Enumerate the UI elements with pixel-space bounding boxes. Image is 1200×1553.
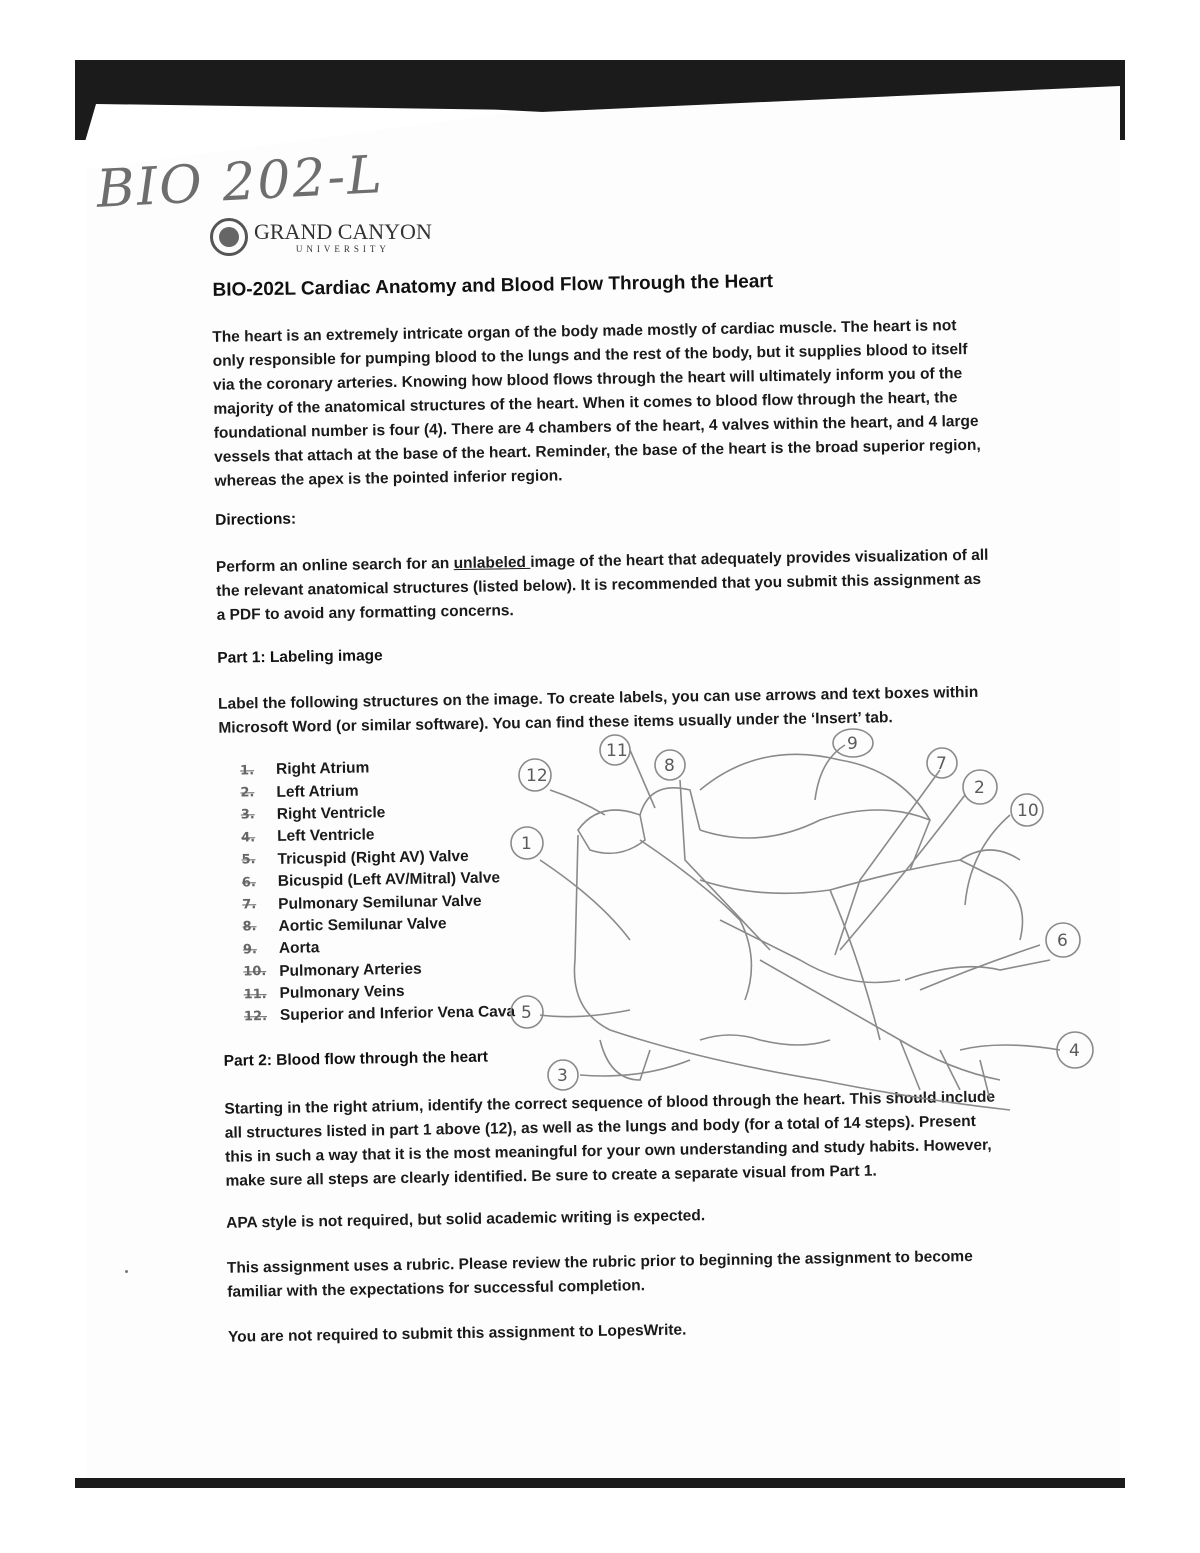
logo-name: GRAND CANYON [254,218,432,244]
directions-paragraph: Perform an online search for an unlabeled image of the heart that adequately provides visualization of all the relevant anatomical structures (listed below). It is recommended that you submit this assignment as a PDF to avoid any formatting concerns. [215,546,989,624]
part1-paragraph: Label the following structures on the image. To create labels, you can use arrows and text boxes within Microsoft Word (or similar software). You can find these items usually under the ‘Insert’ tab. [217,683,979,737]
sketch-label: 7 [936,754,947,774]
sketch-label: 11 [606,741,628,761]
list-item: 5. Tricuspid (Right AV) Valve [241,847,469,868]
lopeswrite-note: You are not required to submit this assignment to LopesWrite. [227,1321,687,1346]
sketch-label: 1 [521,834,532,854]
list-item: 12. Superior and Inferior Vena Cava [243,1003,516,1025]
list-item: 2. Left Atrium [240,782,359,801]
list-item: 10. Pulmonary Arteries [243,960,422,980]
sketch-label: 2 [974,778,985,798]
sketch-label: 12 [526,766,548,786]
page-title: BIO-202L Cardiac Anatomy and Blood Flow Through the Heart [212,271,774,301]
sketch-label: 6 [1057,931,1068,951]
sketch-label: 5 [521,1003,532,1023]
part2-paragraph: Starting in the right atrium, identify the correct sequence of blood through the heart. This should include all structures listed in part 1 above (12), as well as the lungs and body (for a total of 14 steps). Present this in such a way that it is the most meaningful for your own understanding and study habits. However, make sure all steps are clearly identified. Be sure to create a separate visual from Part 1. [224,1088,996,1190]
list-item: 11. Pulmonary Veins [243,983,405,1003]
apa-note: APA style is not required, but solid academic writing is expected. [226,1207,706,1232]
sketch-label: 9 [847,734,858,754]
scan-speck [125,1270,128,1273]
list-item: 7. Pulmonary Semilunar Valve [242,892,482,913]
list-item: 6. Bicuspid (Left AV/Mitral) Valve [241,869,501,891]
list-item: 1. Right Atrium [239,759,370,779]
directions-heading: Directions: [215,510,297,529]
sketch-label: 3 [557,1066,568,1086]
part1-heading: Part 1: Labeling image [217,647,383,667]
intro-paragraph: The heart is an extremely intricate organ of the body made mostly of cardiac muscle. The heart is not only responsible for pumping blood to the lungs and the rest of the body, but it supplies blood to itself via the coronary arteries. Knowing how blood flows through the heart will ultimately inform you of the majority of the anatomical structures of the heart. When it comes to blood flow through the heart, the foundational number is four (4). There are 4 chambers of the heart, 4 valves within the heart, and 4 large vessels that attach at the base of the heart. Reminder, the base of the heart is the broad superior region, whereas the apex is the pointed inferior region. [212,317,981,490]
sketch-label: 10 [1017,801,1039,821]
list-item: 8. Aortic Semilunar Valve [242,915,447,935]
list-item: 3. Right Ventricle [240,804,386,823]
handwritten-course-code: BIO 202-L [95,144,386,220]
sketch-label: 8 [664,756,675,776]
list-item: 9. Aorta [242,939,320,958]
sketch-label: 4 [1069,1041,1080,1061]
list-item: 4. Left Ventricle [241,826,375,846]
part2-heading: Part 2: Blood flow through the heart [223,1048,489,1070]
rubric-note: This assignment uses a rubric. Please review the rubric prior to beginning the assignment to become familiar with the expectations for successful completion. [226,1248,973,1301]
logo-subtitle: UNIVERSITY [295,243,390,254]
